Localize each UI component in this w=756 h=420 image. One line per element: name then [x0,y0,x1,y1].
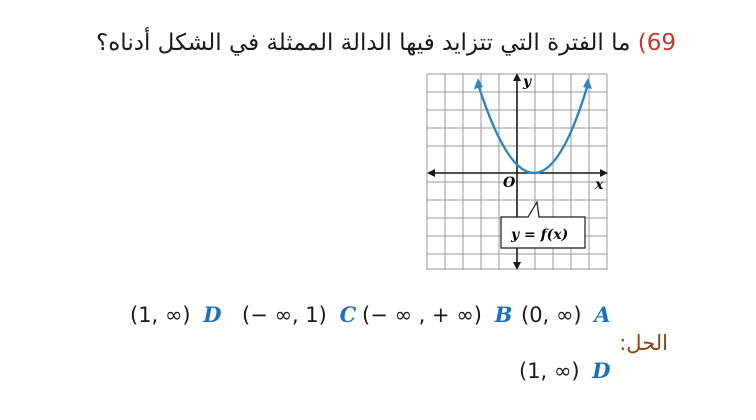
option-d[interactable] [130,302,222,327]
option-a[interactable] [521,302,611,327]
solution-answer [519,358,611,383]
curve-arrow-right [583,78,592,89]
y-axis-label: y [523,74,532,90]
option-a-letter: A [594,302,611,327]
curve-arrow-left [474,78,483,89]
question-text: ما الفترة التي تتزايد فيها الدالة الممثلة في الشكل أدناه؟ [96,30,631,56]
option-d-interval: (1, ∞) [130,303,191,327]
option-c-letter: C [339,302,357,327]
option-d-letter: D [203,302,222,327]
option-a-interval: (0, ∞) [521,303,582,327]
origin-label: O [503,175,516,191]
answer-options [0,302,756,332]
solution-label: الحل: [619,331,668,355]
x-axis-label: x [595,177,604,193]
option-b[interactable] [362,302,512,327]
solution-answer-letter: D [592,358,611,383]
question-number: 69) [637,30,676,56]
question [96,30,676,56]
option-b-letter: B [494,302,513,327]
option-b-interval: (− ∞ , + ∞) [362,303,482,327]
function-graph [425,72,610,270]
function-label: y = f(x) [511,227,569,243]
solution-answer-interval: (1, ∞) [519,359,580,383]
option-c[interactable] [242,302,356,327]
option-c-interval: (− ∞, 1) [242,303,327,327]
